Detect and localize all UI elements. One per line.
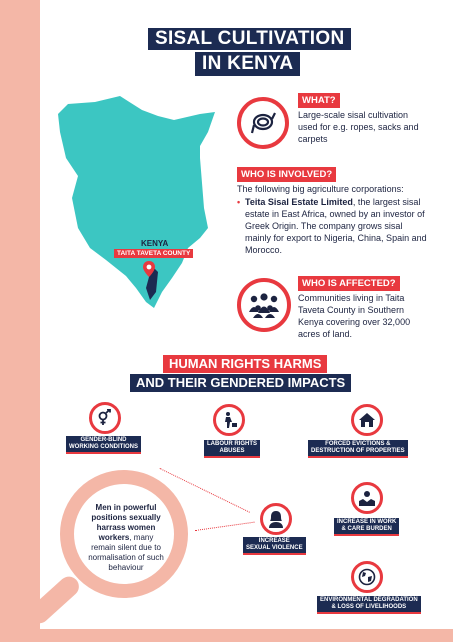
magnifier-text: [88, 503, 164, 573]
bottom-decorative-band: [0, 629, 453, 642]
harms-heading-line-2: AND THEIR GENDERED IMPACTS: [130, 374, 351, 392]
map-county-label: TAITA TAVETA COUNTY: [114, 249, 193, 258]
bullet-icon: •: [237, 197, 241, 207]
harm-label-environmental: [317, 596, 421, 614]
harm-label-care-burden: [334, 518, 399, 536]
harms-heading-line-1: HUMAN RIGHTS HARMS: [163, 355, 327, 373]
harm-label-line: DESTRUCTION OF PROPERTIES: [311, 448, 405, 454]
harm-label-line: SEXUAL VIOLENCE: [246, 545, 303, 551]
harm-label-sexual-violence: [243, 537, 306, 555]
globe-icon: [351, 561, 383, 593]
affected-heading: WHO IS AFFECTED?: [298, 276, 400, 291]
harm-label-gender-blind: [66, 436, 141, 454]
harm-label-line: ABUSES: [219, 448, 245, 454]
involved-bullet: [237, 196, 427, 256]
affected-text: Communities living in Taita Taveta County in Southern Kenya covering over 32,000 acres of land.: [298, 293, 411, 339]
house-icon: [351, 404, 383, 436]
involved-heading: WHO IS INVOLVED?: [237, 167, 336, 182]
crowd-icon: [237, 278, 291, 332]
harm-label-line: GENDER-BLIND: [80, 437, 127, 443]
location-pin-icon: [142, 260, 156, 278]
involved-intro: The following big agriculture corporations:: [237, 184, 404, 194]
magnifier-rest-text: , many remain silent due to normalisation of such behaviour: [88, 533, 164, 572]
harm-label-line: & LOSS OF LIVELIHOODS: [331, 604, 407, 610]
harm-label-line: ENVIRONMENTAL DEGRADATION: [320, 597, 418, 603]
map-country-label: KENYA: [141, 239, 169, 248]
rope-icon: [237, 97, 289, 149]
harm-label-line: & CARE BURDEN: [341, 526, 392, 532]
what-heading: WHAT?: [298, 93, 340, 108]
left-decorative-band: [0, 0, 40, 642]
gender-icon: [89, 402, 121, 434]
company-description: , the largest sisal estate in East Africa, owned by an investor of Greek Origin. The company grows sisal mainly for export to Nigeria, China, Spain and Morocco.: [245, 197, 427, 255]
harm-label-line: INCREASE: [258, 538, 290, 544]
harm-label-evictions: [308, 440, 408, 458]
what-text: Large-scale sisal cultivation used for e.g. ropes, sacks and carpets: [298, 110, 419, 144]
harm-label-labour: [204, 440, 260, 458]
labour-icon: [213, 404, 245, 436]
harm-label-line: FORCED EVICTIONS &: [325, 441, 391, 447]
title-line-2: IN KENYA: [195, 52, 300, 76]
title-line-1: SISAL CULTIVATION: [148, 28, 351, 50]
harm-label-line: WORKING CONDITIONS: [69, 444, 138, 450]
harm-label-line: LABOUR RIGHTS: [207, 441, 257, 447]
kenya-map: [50, 88, 235, 323]
magnifier-bold-text: Men in powerful positions sexually harrass women workers: [91, 503, 161, 542]
harm-label-line: INCREASE IN WORK: [337, 519, 397, 525]
connector-line: [195, 522, 255, 531]
care-icon: [351, 482, 383, 514]
woman-icon: [260, 503, 292, 535]
company-name: Teita Sisal Estate Limited: [245, 197, 353, 207]
